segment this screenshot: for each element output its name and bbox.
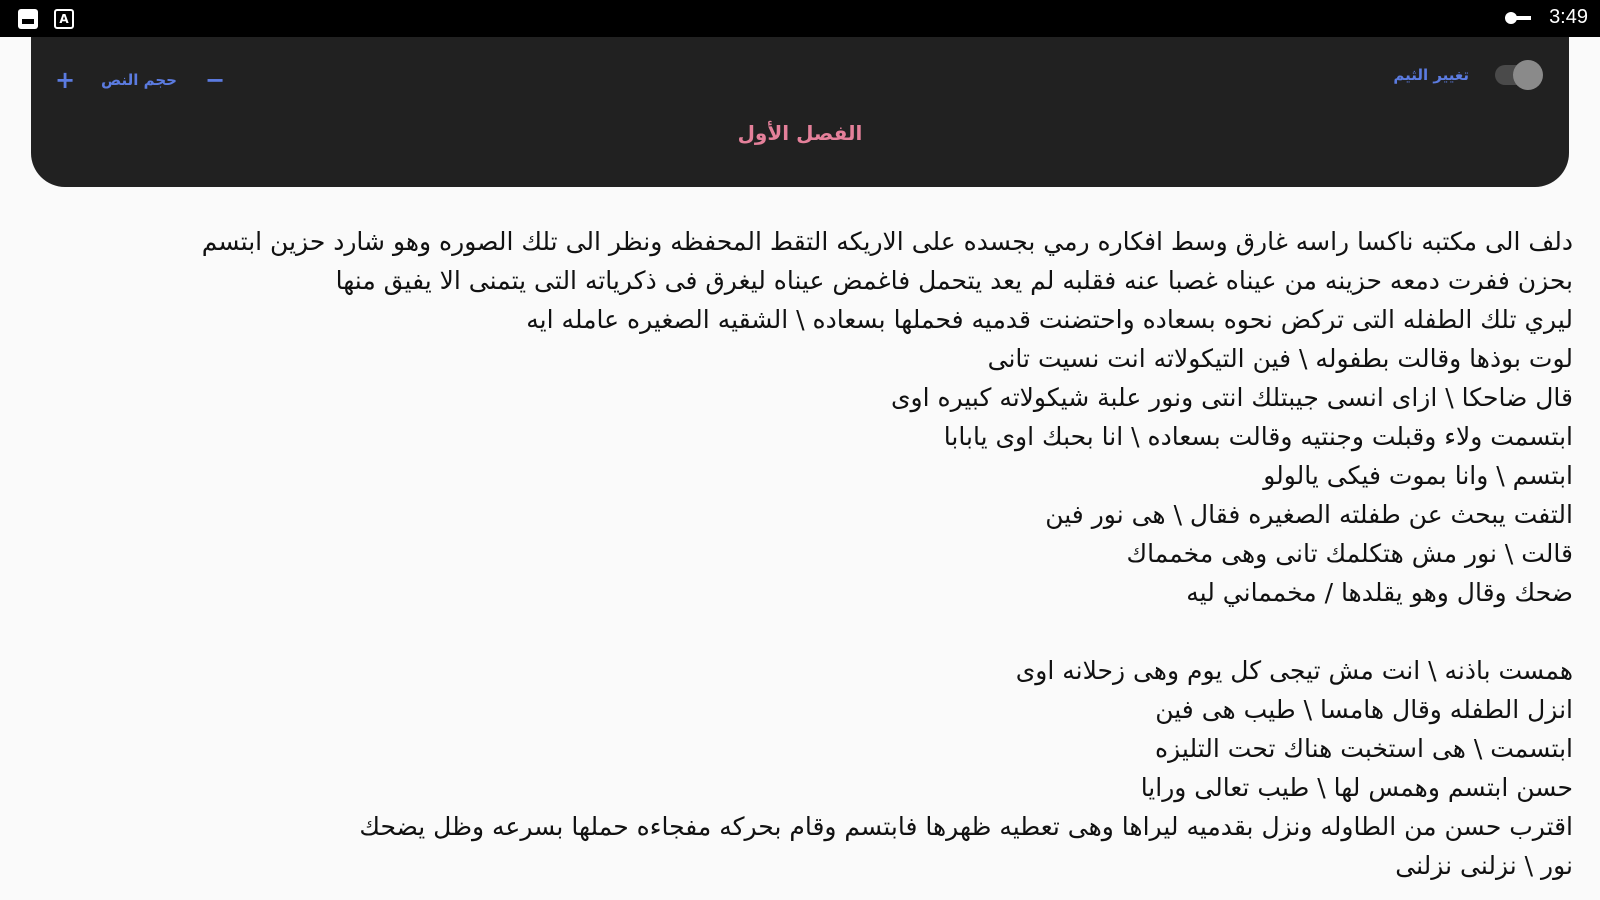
- story-line: ابتسمت ولاء وقبلت وجنتيه وقالت بسعاده \ انا بحبك اوى يابابا: [943, 422, 1573, 451]
- change-theme-label[interactable]: تغيير الثيم: [1393, 66, 1469, 84]
- reader-header: [31, 37, 1569, 187]
- story-line: نور \ نزلنى نزلنى: [1395, 851, 1573, 880]
- story-line: ابتسم \ وانا بموت فيكى يالولو: [1263, 461, 1573, 490]
- status-time: 3:49: [1549, 6, 1588, 28]
- status-bar-system: [1505, 6, 1588, 29]
- decrease-font-button[interactable]: −: [204, 66, 226, 94]
- story-line: همست باذنه \ انت مش تيجى كل يوم وهى زحلانه اوى: [1015, 656, 1573, 685]
- theme-controls: [1393, 65, 1541, 85]
- story-text: [60, 222, 1573, 885]
- font-size-label: حجم النص: [101, 71, 177, 89]
- story-line: ابتسمت \ هى استخبت هناك تحت التليزه: [1155, 734, 1573, 763]
- status-bar-notifications: [18, 9, 74, 29]
- story-line: حسن ابتسم وهمس لها \ طيب تعالى ورايا: [1140, 773, 1573, 802]
- story-line: دلف الى مكتبه ناكسا راسه غارق وسط افكاره رمي بجسده على الاريكه التقط المحفظه ونظر الى تلك الصوره وهو شارد حزين ابتسم: [201, 227, 1573, 256]
- story-line: ضحك وقال وهو يقلدها / مخمماني ليه: [1186, 578, 1573, 607]
- story-line: انزل الطفله وقال هامسا \ طيب هى فين: [1155, 695, 1573, 724]
- story-line: لوت بوذها وقالت بطفوله \ فين التيكولاته انت نسيت تانى: [987, 344, 1573, 373]
- story-line: قالت \ نور مش هتكلمك تانى وهى مخمماك: [1126, 539, 1573, 568]
- theme-toggle[interactable]: [1495, 65, 1541, 85]
- story-line: [60, 612, 1573, 651]
- theme-toggle-knob: [1513, 60, 1543, 90]
- story-line: ليري تلك الطفله التى تركض نحوه بسعاده واحتضنت قدميه فحملها بسعاده \ الشقيه الصغيره عامله ايه: [526, 305, 1573, 334]
- story-line: بحزن ففرت دمعه حزينه من عيناه غصبا عنه فقلبه لم يعد يتحمل فاغمض عيناه ليغرق فى ذكرياته التى يتمنى الا يفيق منها: [335, 266, 1573, 295]
- increase-font-button[interactable]: +: [55, 66, 76, 94]
- font-size-controls: [55, 65, 226, 95]
- chapter-title: الفصل الأول: [737, 121, 863, 145]
- story-line: التفت يبحث عن طفلته الصغيره فقال \ هى نور فين: [1045, 500, 1573, 529]
- story-line: اقترب حسن من الطاوله ونزل بقدميه ليراها وهى تعطيه ظهرها فابتسم وقام بحركه مفجاءه حملها بسرعه وظل يضحك: [359, 812, 1573, 841]
- story-line: قال ضاحكا \ ازاى انسى جيبتلك انتى ونور علبة شيكولاته كبيره اوى: [890, 383, 1573, 412]
- photo-icon: [18, 9, 38, 29]
- vpn-key-icon: [1505, 11, 1531, 25]
- status-bar: [0, 0, 1600, 37]
- font-icon: A: [54, 9, 74, 29]
